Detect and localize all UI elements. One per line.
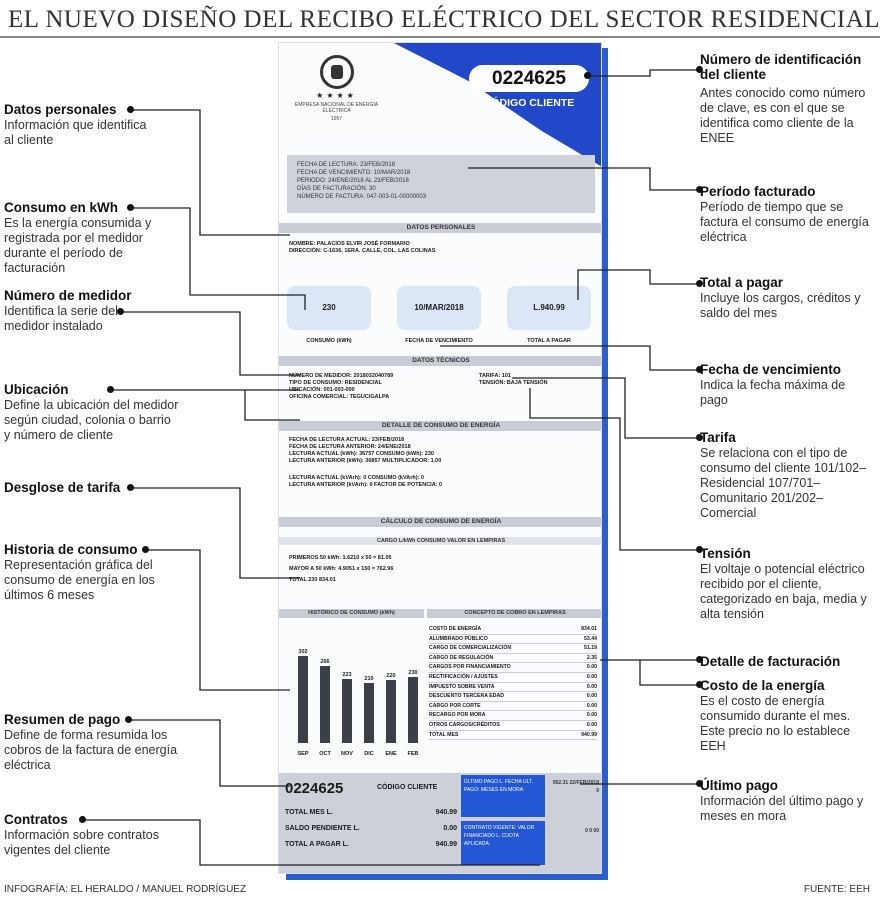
annotation-text: Antes conocido como número de clave, es con el que se identifica como cliente de la ENEE	[700, 86, 866, 145]
summary-row	[285, 841, 457, 848]
annotation-last-payment	[700, 778, 875, 824]
summary-row	[285, 809, 457, 816]
charge-value: 0.00	[586, 712, 597, 719]
charge-label: DESCUENTO TERCERA EDAD	[429, 693, 504, 700]
source: FUENTE: EEH	[803, 884, 870, 895]
annotation-heading: Total a pagar	[700, 275, 784, 290]
charge-value: 53.44	[584, 635, 597, 642]
detail-line: FECHA DE LECTURA ANTERIOR: 24/ENE/2018	[289, 444, 411, 450]
annotation-heading: Período facturado	[700, 184, 816, 199]
personal-rows	[289, 241, 594, 255]
summary-value: 0.00	[443, 825, 457, 832]
box-consumo: 230	[287, 286, 371, 330]
annotation-text: Información que identifica al cliente	[4, 118, 147, 147]
summary-row	[285, 825, 457, 832]
history-bar-value: 220	[386, 672, 396, 679]
client-code-label: CÓDIGO CLIENTE	[483, 97, 575, 109]
charge-row	[429, 711, 597, 721]
annotation-heading: Contratos	[4, 812, 68, 827]
annotation-text: Identifica la serie del medidor instalado	[4, 304, 118, 333]
bottom-client-code: 0224625	[285, 780, 344, 797]
annotation-text: Es la energía consumida y registrada por el medidor durante el período de facturación	[4, 216, 152, 275]
annotation-personal-data	[4, 102, 154, 148]
charge-label: IMPUESTO SOBRE VENTA	[429, 683, 495, 690]
date-line: FECHA DE VENCIMIENTO: 10/MAR/2018	[297, 170, 411, 176]
annotation-total	[700, 275, 875, 321]
detail-line: LECTURA ACTUAL (kWh): 36757 CONSUMO (kWh): 230	[289, 451, 434, 457]
contracts-box: CONTRATO VIGENTE: VALOR FINANCIADO L. CUOTA APLICADA:	[461, 821, 545, 865]
charge-value: 0.00	[586, 664, 597, 671]
history-bar	[298, 656, 308, 743]
annotation-heading: Número de identificación del cliente	[700, 52, 862, 82]
bottom-client-code-label: CÓDIGO CLIENTE	[377, 784, 438, 791]
tech-line: UBICACIÓN: 001-003-000	[289, 387, 355, 393]
annotation-heading: Número de medidor	[4, 288, 132, 303]
charge-label: CARGOS POR FINANCIAMIENTO	[429, 664, 511, 671]
charge-row	[429, 654, 597, 664]
annotation-text: Incluye los cargos, créditos y saldo del mes	[700, 291, 861, 320]
detail-line: LECTURA ANTERIOR (kVArh): 0 FACTOR DE POTENCIA: 0	[289, 482, 443, 488]
box-fecha-label: FECHA DE VENCIMIENTO	[405, 338, 473, 344]
history-month-label: DIC	[364, 751, 374, 757]
calc-rows	[289, 553, 594, 586]
history-bar-value: 230	[408, 669, 418, 676]
annotation-client-id	[700, 52, 875, 146]
annotation-heading: Fecha de vencimiento	[700, 362, 842, 377]
annotation-text: Indica la fecha máxima de pago	[700, 378, 846, 407]
annotation-kwh	[4, 200, 179, 276]
annotation-heading: Tarifa	[700, 430, 736, 445]
annotation-heading: Consumo en kWh	[4, 200, 118, 215]
tarifa-block	[479, 373, 599, 387]
annotation-tariff	[700, 430, 875, 521]
history-bar-value: 302	[298, 649, 308, 656]
address-line: DIRECCIÓN: C-1636, 1ERA. CALLE, COL. LAS COLINAS	[289, 248, 436, 254]
annotation-due-date	[700, 362, 875, 408]
summary-value: 940.99	[435, 841, 457, 848]
calc-line: MAYOR A 50 kWh: 4.9051 x 150 = 762.96	[289, 566, 394, 572]
charge-value: 0.00	[586, 673, 597, 680]
summary-value: 940.99	[435, 809, 457, 816]
annotation-heading: Datos personales	[4, 102, 117, 117]
charge-label: OTROS CARGOS/CRÉDITOS	[429, 721, 500, 728]
calc-line: PRIMEROS 50 kWh: 1.6210 x 50 = 81.05	[289, 555, 392, 561]
summary-label: SALDO PENDIENTE L.	[285, 825, 360, 832]
section-personal: DATOS PERSONALES	[279, 223, 602, 233]
box-total-label: TOTAL A PAGAR	[527, 338, 571, 344]
history-bar	[386, 680, 396, 743]
annotation-text: El voltaje o potencial eléctrico recibido por el cliente, categorizado en baja, media y alta tensión	[700, 562, 867, 621]
annotation-payment-summary	[4, 712, 194, 773]
charge-row	[429, 644, 597, 654]
charge-row	[429, 692, 597, 702]
annotation-history	[4, 542, 184, 603]
section-detail: DETALLE DE CONSUMO DE ENERGÍA	[279, 421, 602, 431]
history-month-label: FEB	[407, 751, 419, 757]
history-month-label: ENE	[385, 751, 397, 757]
charge-value: 940.99	[581, 731, 597, 738]
annotation-text: Período de tiempo que se factura el consumo de energía eléctrica	[700, 200, 869, 244]
date-line: FECHA DE LECTURA: 23/FEB/2018	[297, 162, 396, 168]
detail-rows	[289, 437, 594, 489]
annotation-text: Información sobre contratos vigentes del cliente	[4, 828, 159, 857]
charge-value: 2.35	[586, 654, 597, 661]
hist-title: HISTÓRICO DE CONSUMO (kWh)	[279, 609, 424, 618]
annotation-contracts	[4, 812, 174, 858]
logo-text: EMPRESA NACIONAL DE ENERGÍA ELÉCTRICA	[294, 102, 379, 114]
date-line: NÚMERO DE FACTURA: 047-003-01-00000003	[297, 194, 427, 200]
logo-stars: ★★★★	[316, 91, 357, 100]
charge-row	[429, 702, 597, 712]
history-bar-value: 210	[364, 675, 374, 682]
charge-value: 0.00	[586, 721, 597, 728]
charge-row	[429, 683, 597, 693]
tech-line: NÚMERO DE MEDIDOR: 2018032040789	[289, 373, 394, 379]
enee-logo	[289, 55, 384, 122]
last-payment-box: ÚLTIMO PAGO L. FECHA ULT. PAGO: MESES EN MORA:	[461, 775, 545, 817]
annotation-text: Información del último pago y meses en mora	[700, 794, 864, 823]
annotation-heading: Resumen de pago	[4, 712, 121, 727]
charge-label: COSTO DE ENERGÍA	[429, 626, 482, 632]
box-total: L.940.99	[507, 286, 591, 330]
charge-row	[429, 635, 597, 645]
summary-label: TOTAL A PAGAR L.	[285, 841, 349, 848]
charge-value: 51.19	[584, 645, 597, 652]
charge-row	[429, 625, 597, 635]
history-bar	[320, 666, 330, 743]
annotation-text: Define de forma resumida los cobros de la factura de energía eléctrica	[4, 728, 178, 772]
tension-line: TENSIÓN: BAJA TENSIÓN	[479, 380, 548, 386]
history-bar	[364, 683, 374, 743]
date-line: PERIODO: 24/ENE/2018 AL 23/FEB/2018	[297, 178, 409, 184]
history-bar	[408, 677, 418, 743]
tech-line: TIPO DE CONSUMO: RESIDENCIAL	[289, 380, 382, 386]
annotation-heading: Tensión	[700, 546, 751, 561]
box-fecha: 10/MAR/2018	[397, 286, 481, 330]
annotation-text: Se relaciona con el tipo de consumo del cliente 101/102–Residencial 107/701–Comunitario 201/202–Comercial	[700, 446, 867, 520]
charge-label: ALUMBRADO PÚBLICO	[429, 635, 488, 642]
history-bar	[342, 679, 352, 743]
charge-row	[429, 721, 597, 731]
annotation-heading: Historia de consumo	[4, 542, 138, 557]
annotation-text: Representación gráfica del consumo de energía en los últimos 6 meses	[4, 558, 155, 602]
annotation-heading: Desglose de tarifa	[4, 480, 121, 495]
title-rule	[0, 36, 880, 38]
charge-row	[429, 673, 597, 683]
detail-line: LECTURA ANTERIOR (kWh): 36857 MULTIPLICADOR: 1.00	[289, 458, 442, 464]
annotation-heading: Ubicación	[4, 382, 69, 397]
charge-value: 834.01	[581, 626, 597, 632]
tarifa-line: TARIFA: 101	[479, 373, 511, 379]
consumption-history-chart	[285, 619, 425, 767]
last-payment-values: 952.31 22/FEB/2018 0	[552, 780, 599, 794]
annotation-text: Define la ubicación del medidor según ciudad, colonia o barrio y número de cliente	[4, 398, 179, 442]
connector-dot	[584, 72, 591, 79]
charge-value: 0.00	[586, 693, 597, 700]
annotation-heading: Detalle de facturación	[700, 654, 841, 669]
contracts-values: 0 0 00	[585, 828, 599, 834]
charge-label: CARGO POR CORTE	[429, 702, 481, 709]
box-consumo-label: CONSUMO (kWh)	[306, 338, 352, 344]
annotation-voltage	[700, 546, 875, 622]
annotation-period	[700, 184, 875, 245]
history-month-label: SEP	[297, 751, 309, 757]
section-calc: CÁLCULO DE CONSUMO DE ENERGÍA	[279, 517, 602, 527]
charge-value: 0.00	[586, 702, 597, 709]
charges-title: CONCEPTO DE COBRO EN LEMPIRAS	[427, 609, 602, 618]
enee-emblem-icon	[320, 55, 354, 89]
history-bar-value: 223	[342, 671, 352, 678]
annotation-energy-cost	[700, 678, 875, 754]
section-tech: DATOS TÉCNICOS	[279, 356, 602, 366]
charge-row	[429, 663, 597, 673]
history-month-label: NOV	[341, 751, 353, 757]
calc-header: CARGO L/kWh CONSUMO VALOR EN LEMPIRAS	[279, 537, 602, 545]
page-title: EL NUEVO DISEÑO DEL RECIBO ELÉCTRICO DEL SECTOR RESIDENCIAL	[8, 6, 880, 33]
charge-value: 0.00	[586, 683, 597, 690]
credits: INFOGRAFÍA: EL HERALDO / MANUEL RODRÍGUEZ	[4, 884, 247, 895]
date-line: DÍAS DE FACTURACIÓN: 30	[297, 186, 376, 192]
charge-label: CARGO DE COMERCIALIZACIÓN	[429, 645, 512, 652]
annotation-text: Es el costo de energía consumido durante el mes. Este precio no lo establece EEH	[700, 694, 851, 753]
detail-line: LECTURA ACTUAL (kVArh): 0 CONSUMO (kVArh): 0	[289, 475, 424, 481]
charge-row	[429, 731, 597, 741]
annotation-heading: Costo de la energía	[700, 678, 825, 693]
charge-label: RECTIFICACIÓN / AJUSTES	[429, 673, 498, 680]
charge-label: TOTAL MES	[429, 731, 459, 738]
charges-list	[429, 625, 597, 740]
history-bar-value: 266	[320, 659, 330, 666]
calc-line: TOTAL 230 834.01	[289, 577, 336, 583]
logo-year: 1957	[330, 116, 343, 122]
annotation-meter	[4, 288, 144, 334]
annotation-heading: Último pago	[700, 778, 778, 793]
summary-label: TOTAL MES L.	[285, 809, 333, 816]
dates-block	[287, 155, 595, 213]
client-code: 0224625	[469, 65, 589, 92]
annotation-tariff-breakdown	[4, 480, 194, 496]
charge-label: RECARGO POR MORA	[429, 712, 486, 719]
detail-line: FECHA DE LECTURA ACTUAL: 23/FEB/2018	[289, 437, 405, 443]
annotation-billing-detail	[700, 654, 875, 670]
receipt	[278, 42, 602, 874]
charge-label: CARGO DE REGULACIÓN	[429, 654, 494, 661]
annotation-location	[4, 382, 179, 443]
tech-line: OFICINA COMERCIAL: TEGUCIGALPA	[289, 394, 390, 400]
name-line: NOMBRE: PALACIOS ELVIR JOSÉ FORMARIO	[289, 241, 410, 247]
history-month-label: OCT	[319, 751, 331, 757]
